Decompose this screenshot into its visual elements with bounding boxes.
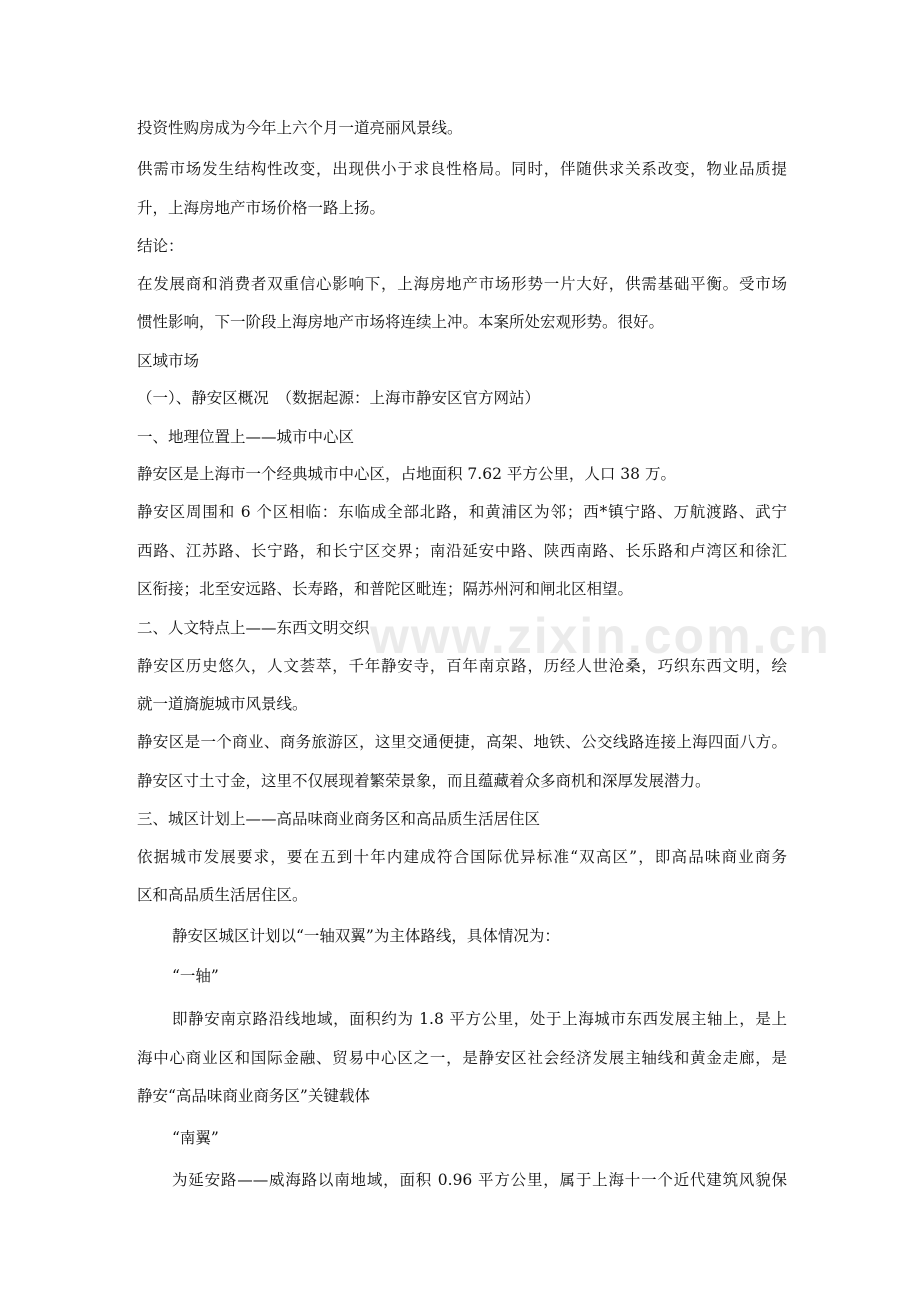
line-16: 就一道旖旎城市风景线。 [137,695,308,713]
line-2: 供需市场发生结构性改变，出现供小于求良性格局。同时，伴随供求关系改变，物业品质提 [137,160,787,178]
line-24: 即静安南京路沿线地域，面积约为 1.8 平方公里，处于上海城市东西发展主轴上，是上 [172,1010,787,1028]
line-21: 区和高品质生活居住区。 [137,886,308,904]
line-11: 静安区周围和 6 个区相临：东临成全部北路，和黄浦区为邻；西*镇宁路、万航渡路、武宁 [137,503,787,521]
line-5: 在发展商和消费者双重信心影响下，上海房地产市场形势一片大好，供需基础平衡。受市场 [137,275,787,293]
line-25: 海中心商业区和国际金融、贸易中心区之一，是静安区社会经济发展主轴线和黄金走廊，是 [137,1049,787,1067]
line-23: “一轴” [172,967,219,985]
line-13: 区衔接；北至安远路、长寿路，和普陀区毗连；隔苏州河和闸北区相望。 [137,580,634,598]
line-19: 三、城区计划上——高品味商业商务区和高品质生活居住区 [137,810,541,828]
line-20: 依据城市发展要求，要在五到十年内建成符合国际优异标准“双高区”，即高品味商业商务 [137,848,787,866]
watermark: www.zixin.com.cn [370,608,831,664]
line-3: 升，上海房地产市场价格一路上扬。 [137,199,386,217]
line-28: 为延安路——威海路以南地域，面积 0.96 平方公里，属于上海十一个近代建筑风貌保 [172,1171,787,1189]
line-10: 静安区是上海市一个经典城市中心区，占地面积 7.62 平方公里，人口 38 万。 [137,465,676,483]
line-17: 静安区是一个商业、商务旅游区，这里交通便捷，高架、地铁、公交线路连接上海四面八方。 [137,733,787,751]
line-15: 静安区历史悠久，人文荟萃，千年静安寺，百年南京路，历经人世沧桑，巧织东西文明，绘 [137,657,787,675]
line-4: 结论： [137,237,184,255]
line-26: 静安“高品味商业商务区”关键载体 [137,1087,370,1105]
line-14: 二、人文特点上——东西文明交织 [137,619,370,637]
line-18: 静安区寸土寸金，这里不仅展现着繁荣景象，而且蕴藏着众多商机和深厚发展潜力。 [137,772,711,790]
line-22: 静安区城区计划以“一轴双翼”为主体路线，具体情况为： [172,927,560,945]
line-6: 惯性影响，下一阶段上海房地产市场将连续上冲。本案所处宏观形势。很好。 [137,313,665,331]
line-8: （一）、静安区概况 （数据起源：上海市静安区官方网站） [137,389,541,407]
line-12: 西路、江苏路、长宁路，和长宁区交界；南沿延安中路、陕西南路、长乐路和卢湾区和徐汇 [137,542,787,560]
line-1: 投资性购房成为今年上六个月一道亮丽风景线。 [137,119,463,137]
line-27: “南翼” [172,1129,219,1147]
line-7: 区域市场 [137,352,200,370]
line-9: 一、地理位置上——城市中心区 [137,428,355,446]
